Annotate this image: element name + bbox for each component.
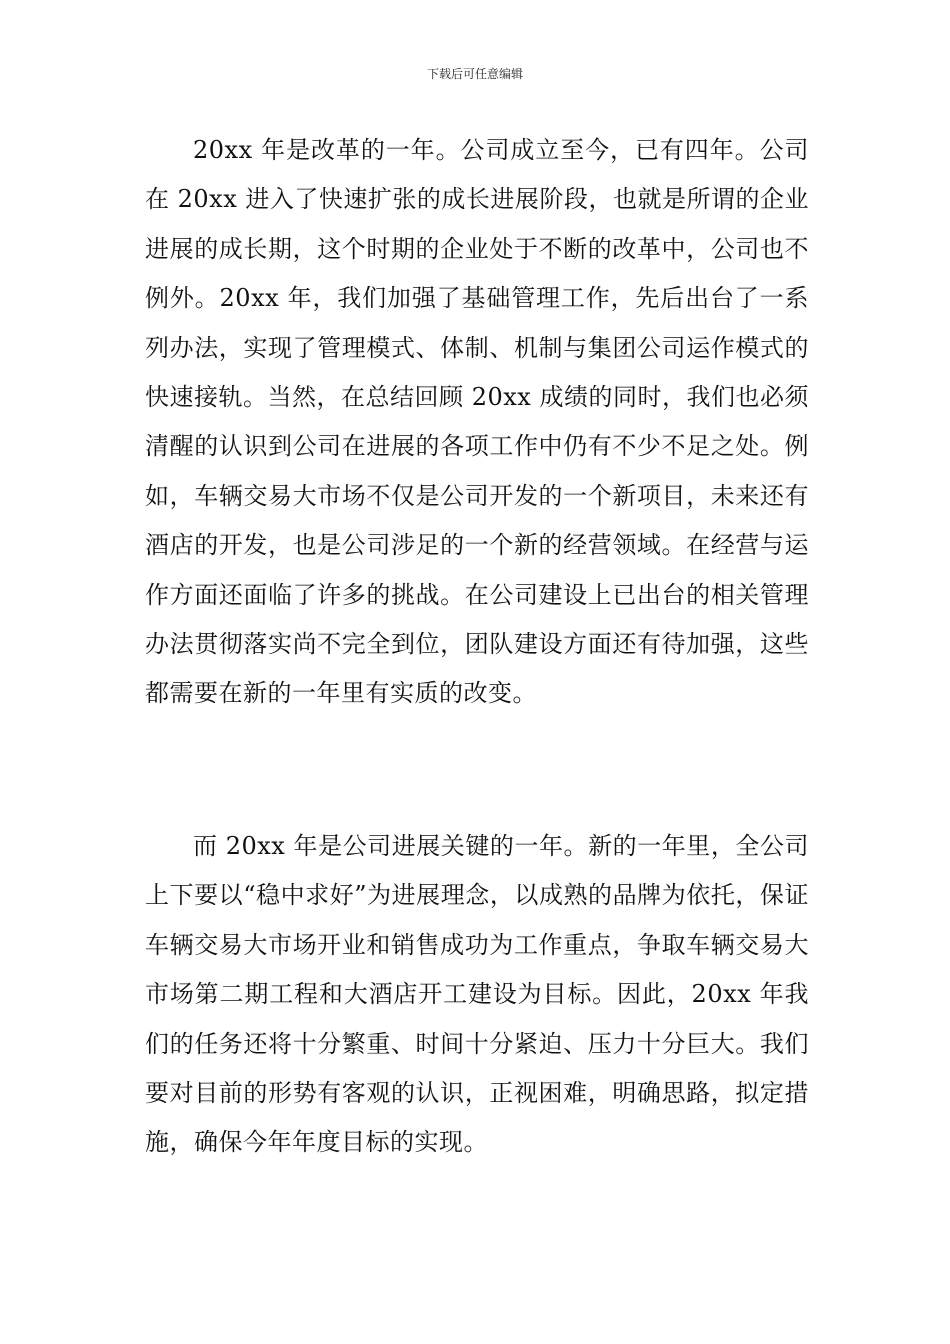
header-note: 下载后可任意编辑 bbox=[426, 67, 523, 81]
body-paragraph-1: 20xx 年是改革的一年。公司成立至今，已有四年。公司在 20xx 进入了快速扩张的成长进展阶段，也就是所谓的企业进展的成长期，这个时期的企业处于不断的改革中，公司也不例外。20xx 年，我们加强了基础管理工作，先后出台了一系列办法，实现了管理模式、体制、机制与集团公司运作模式的快速接轨。当然，在总结回顾 20xx 成绩的同时，我们也必须清醒的认识到公司在进展的各项工作中仍有不少不足之处。例如，车辆交易大市场不仅是公司开发的一个新项目，未来还有酒店的开发，也是公司涉足的一个新的经营领域。在经营与运作方面还面临了许多的挑战。在公司建设上已出台的相关管理办法贯彻落实尚不完全到位，团队建设方面还有待加强，这些都需要在新的一年里有实质的改变。 bbox=[145, 136, 809, 708]
body-paragraph-2: 而 20xx 年是公司进展关键的一年。新的一年里，全公司上下要以“稳中求好”为进展理念，以成熟的品牌为依托，保证车辆交易大市场开业和销售成功为工作重点，争取车辆交易大市场第二期工程和大酒店开工建设为目标。因此，20xx 年我们的任务还将十分繁重、时间十分紧迫、压力十分巨大。我们要对目前的形势有客观的认识，正视困难，明确思路，拟定措施，确保今年年度目标的实现。 bbox=[145, 832, 809, 1157]
